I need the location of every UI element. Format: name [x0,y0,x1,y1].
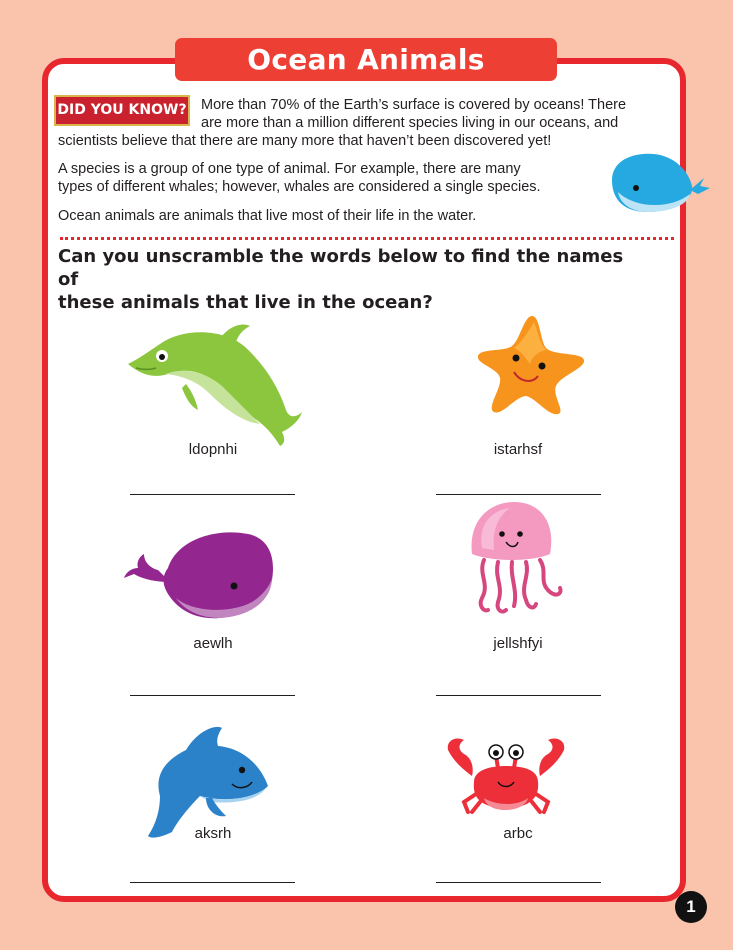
question-line-1: Can you unscramble the words below to find the names of [58,246,624,290]
page-number: 1 [675,891,707,923]
scramble-word-crab: arbc [503,825,533,842]
scramble-word-shark: aksrh [194,825,232,842]
answer-line-jellyfish[interactable] [436,695,601,696]
answer-line-dolphin[interactable] [130,494,295,495]
question-line-2: these animals that live in the ocean? [58,292,433,313]
fact-line-1: More than 70% of the Earth’s surface is covered by oceans! There [201,97,627,113]
fact-line-3: scientists believe that there are many more that haven’t been discovered yet! [58,133,552,149]
whale-icon [122,528,278,620]
dolphin-icon [126,322,306,448]
crab-icon [444,736,568,820]
fact-line-2: are more than a million different species living in our oceans, and [201,115,619,131]
species-line-1: A species is a group of one type of animal. For example, there are many [58,161,521,177]
did-you-know-badge: DID YOU KNOW? [54,95,190,126]
scramble-word-whale: aewlh [193,635,233,652]
species-line-2: types of different whales; however, whales are considered a single species. [58,179,541,195]
answer-line-crab[interactable] [436,882,601,883]
starfish-icon [474,312,586,416]
question-heading [58,245,648,314]
scramble-word-dolphin: ldopnhi [188,441,238,458]
jellyfish-icon [462,500,574,616]
whale-small-icon [604,148,712,218]
page-title: Ocean Animals [175,38,557,81]
dotted-divider [60,237,674,240]
ocean-definition: Ocean animals are animals that live most of their life in the water. [58,208,477,224]
scramble-word-starfish: istarhsf [493,441,543,458]
answer-line-whale[interactable] [130,695,295,696]
answer-line-starfish[interactable] [436,494,601,495]
scramble-word-jellyfish: jellshfyi [493,635,543,652]
answer-line-shark[interactable] [130,882,295,883]
